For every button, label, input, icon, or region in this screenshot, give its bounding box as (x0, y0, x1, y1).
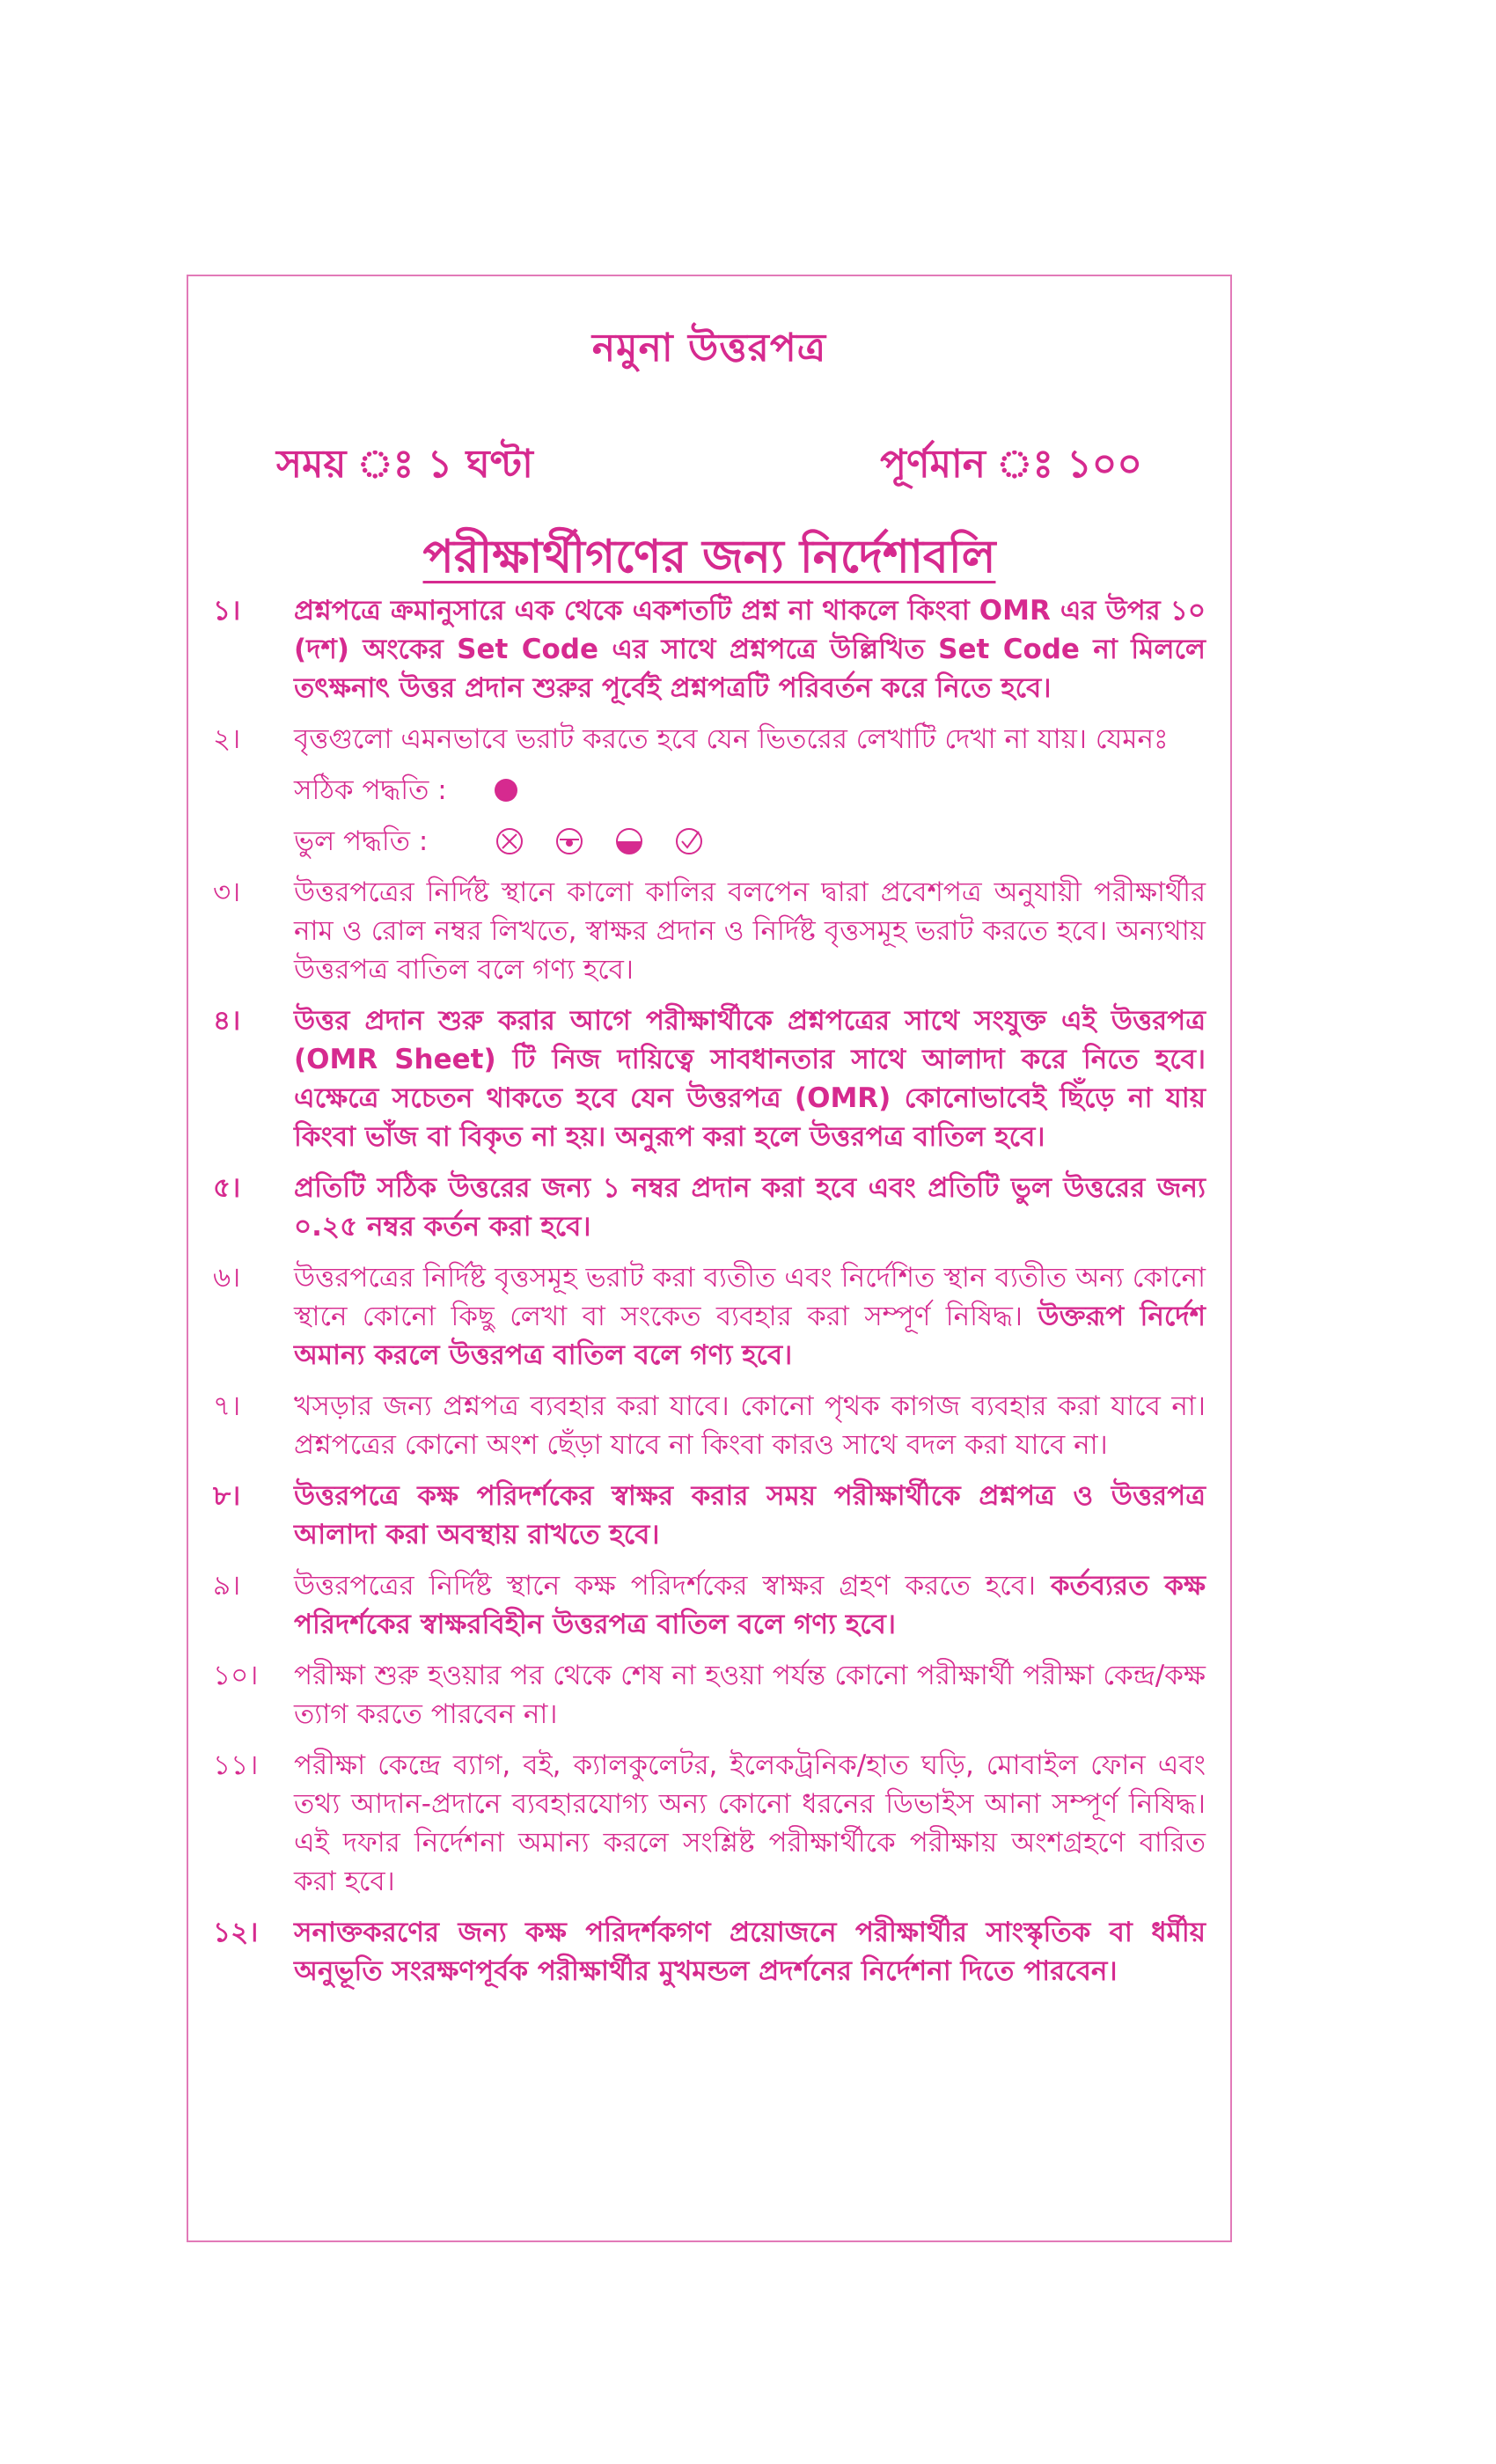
item-text-regular: উত্তরপত্রের নির্দিষ্ট বৃত্তসমূহ ভরাট করা ব্যতীত এবং নির্দেশিত স্থান ব্যতীত অন্য কোনো স্থানে কোনো কিছু লেখা বা সংকেত ব্যবহার করা সম্পূর্ণ নিষিদ্ধ। (294, 1262, 1206, 1332)
item-text (294, 1258, 1206, 1375)
instruction-item-6 (213, 1258, 1206, 1375)
item-text: সনাক্তকরণের জন্য কক্ষ পরিদর্শকগণ প্রয়োজনে পরীক্ষার্থীর সাংস্কৃতিক বা ধর্মীয় অনুভূতি সংরক্ষণপূর্বক পরীক্ষার্থীর মুখমন্ডল প্রদর্শনের নির্দেশনা দিতে পারবেন। (294, 1917, 1206, 1987)
wrong-method-row (294, 822, 1206, 861)
half-filled-circle-icon (614, 826, 644, 856)
dot-circle-icon (554, 826, 584, 856)
item-text: উত্তর প্রদান শুরু করার আগে পরীক্ষার্থীকে প্রশ্নপত্রের সাথে সংযুক্ত এই উত্তরপত্র (OMR Sheet) টি নিজ দায়িত্বে সাবধানতার সাথে আলাদা করে নিতে হবে। এক্ষেত্রে সচেতন থাকতে হবে যেন উত্তরপত্র (OMR) কোনোভাবেই ছিঁড়ে না যায় কিংবা ভাঁজ বা বিকৃত না হয়। অনুরূপ করা হলে উত্তরপত্র বাতিল হবে। (294, 1005, 1206, 1153)
item-text: প্রশ্নপত্রে ক্রমানুসারে এক থেকে একশতটি প্রশ্ন না থাকলে কিংবা OMR এর উপর ১০ (দশ) অংকের Set Code এর সাথে প্রশ্নপত্রে উল্লিখিত Set Code না মিললে তৎক্ষনাৎ উত্তর প্রদান শুরুর পূর্বেই প্রশ্নপত্রটি পরিবর্তন করে নিতে হবে। (294, 595, 1206, 704)
item-number: ১০। (213, 1660, 259, 1691)
instructions-heading (188, 521, 1230, 598)
correct-method-row (294, 771, 1206, 810)
item-text: প্রতিটি সঠিক উত্তরের জন্য ১ নম্বর প্রদান করা হবে এবং প্রতিটি ভুল উত্তরের জন্য ০.২৫ নম্বর কর্তন করা হবে। (294, 1172, 1206, 1243)
correct-method-label: সঠিক পদ্ধতি : (294, 774, 447, 806)
item-number: ২। (213, 723, 241, 755)
total-marks: পূর্ণমান ঃ ১০০ (880, 442, 1142, 487)
item-text-regular: উত্তরপত্রের নির্দিষ্ট স্থানে কক্ষ পরিদর্শকের স্বাক্ষর গ্রহণ করতে হবে। (294, 1570, 1036, 1602)
item-number: ৬। (213, 1262, 241, 1294)
item-number: ৭। (213, 1390, 241, 1422)
item-text: উত্তরপত্রে কক্ষ পরিদর্শকের স্বাক্ষর করার সময় পরীক্ষার্থীকে প্রশ্নপত্র ও উত্তরপত্র আলাদা করা অবস্থায় রাখতে হবে। (294, 1480, 1206, 1551)
item-text: বৃত্তগুলো এমনভাবে ভরাট করতে হবে যেন ভিতরের লেখাটি দেখা না যায়। যেমনঃ (294, 723, 1169, 755)
item-text-bold: কর্তব্যরত কক্ষ পরিদর্শকের স্বাক্ষরবিহীন উত্তরপত্র বাতিল বলে গণ্য হবে। (294, 1570, 1206, 1640)
instruction-item-1 (213, 591, 1206, 708)
page-title: নমুনা উত্তরপত্র (591, 326, 827, 370)
item-number: ৯। (213, 1570, 241, 1602)
item-text (294, 1566, 1206, 1644)
item-number: ১২। (213, 1917, 259, 1948)
item-number: ৪। (213, 1005, 241, 1037)
wrong-examples (495, 826, 704, 856)
exam-time: সময় ঃ ১ ঘণ্টা (276, 442, 533, 487)
item-text: পরীক্ষা শুরু হওয়ার পর থেকে শেষ না হওয়া পর্যন্ত কোনো পরীক্ষার্থী পরীক্ষা কেন্দ্র/কক্ষ ত্যাগ করতে পারবেন না। (294, 1660, 1206, 1730)
instruction-item-5 (213, 1169, 1206, 1246)
item-text: পরীক্ষা কেন্দ্রে ব্যাগ, বই, ক্যালকুলেটর, ইলেকট্রনিক/হাত ঘড়ি, মোবাইল ফোন এবং তথ্য আদান-প্রদানে ব্যবহারযোগ্য অন্য কোনো ধরনের ডিভাইস আনা সম্পূর্ণ নিষিদ্ধ। এই দফার নির্দেশনা অমান্য করলে সংশ্লিষ্ট পরীক্ষার্থীকে পরীক্ষায় অংশগ্রহণে বারিত করা হবে। (294, 1749, 1206, 1897)
instruction-item-8 (213, 1477, 1206, 1554)
instruction-item-7 (213, 1387, 1206, 1464)
item-number: ১১। (213, 1749, 259, 1781)
instruction-item-11 (213, 1746, 1206, 1901)
item-number: ৩। (213, 876, 241, 908)
wrong-method-label: ভুল পদ্ধতি : (294, 825, 429, 857)
item-number: ১। (213, 595, 241, 627)
item-text-bold: উক্তরূপ নির্দেশ অমান্য করলে উত্তরপত্র বাতিল বলে গণ্য হবে। (294, 1301, 1206, 1371)
instruction-item-3 (213, 873, 1206, 989)
instruction-item-10 (213, 1656, 1206, 1734)
tick-circle-icon (674, 826, 704, 856)
filled-circle-icon (495, 779, 517, 802)
item-number: ৮। (213, 1480, 241, 1512)
instruction-item-12 (213, 1913, 1206, 1991)
cross-circle-icon (495, 826, 524, 856)
instruction-list (213, 591, 1206, 2003)
instruction-item-9 (213, 1566, 1206, 1644)
item-number: ৫। (213, 1172, 241, 1204)
instruction-box (187, 275, 1232, 2242)
item-text: খসড়ার জন্য প্রশ্নপত্র ব্যবহার করা যাবে। কোনো পৃথক কাগজ ব্যবহার করা যাবে না। প্রশ্নপত্রের কোনো অংশ ছেঁড়া যাবে না কিংবা কারও সাথে বদল করা যাবে না। (294, 1390, 1206, 1461)
instruction-item-4 (213, 1001, 1206, 1156)
instructions-heading-text: পরীক্ষার্থীগণের জন্য নির্দেশাবলি (422, 531, 996, 583)
item-text: উত্তরপত্রের নির্দিষ্ট স্থানে কালো কালির বলপেন দ্বারা প্রবেশপত্র অনুযায়ী পরীক্ষার্থীর নাম ও রোল নম্বর লিখতে, স্বাক্ষর প্রদান ও নির্দিষ্ট বৃত্তসমূহ ভরাট করতে হবে। অন্যথায় উত্তরপত্র বাতিল বলে গণ্য হবে। (294, 876, 1206, 986)
instruction-item-2 (213, 720, 1206, 861)
